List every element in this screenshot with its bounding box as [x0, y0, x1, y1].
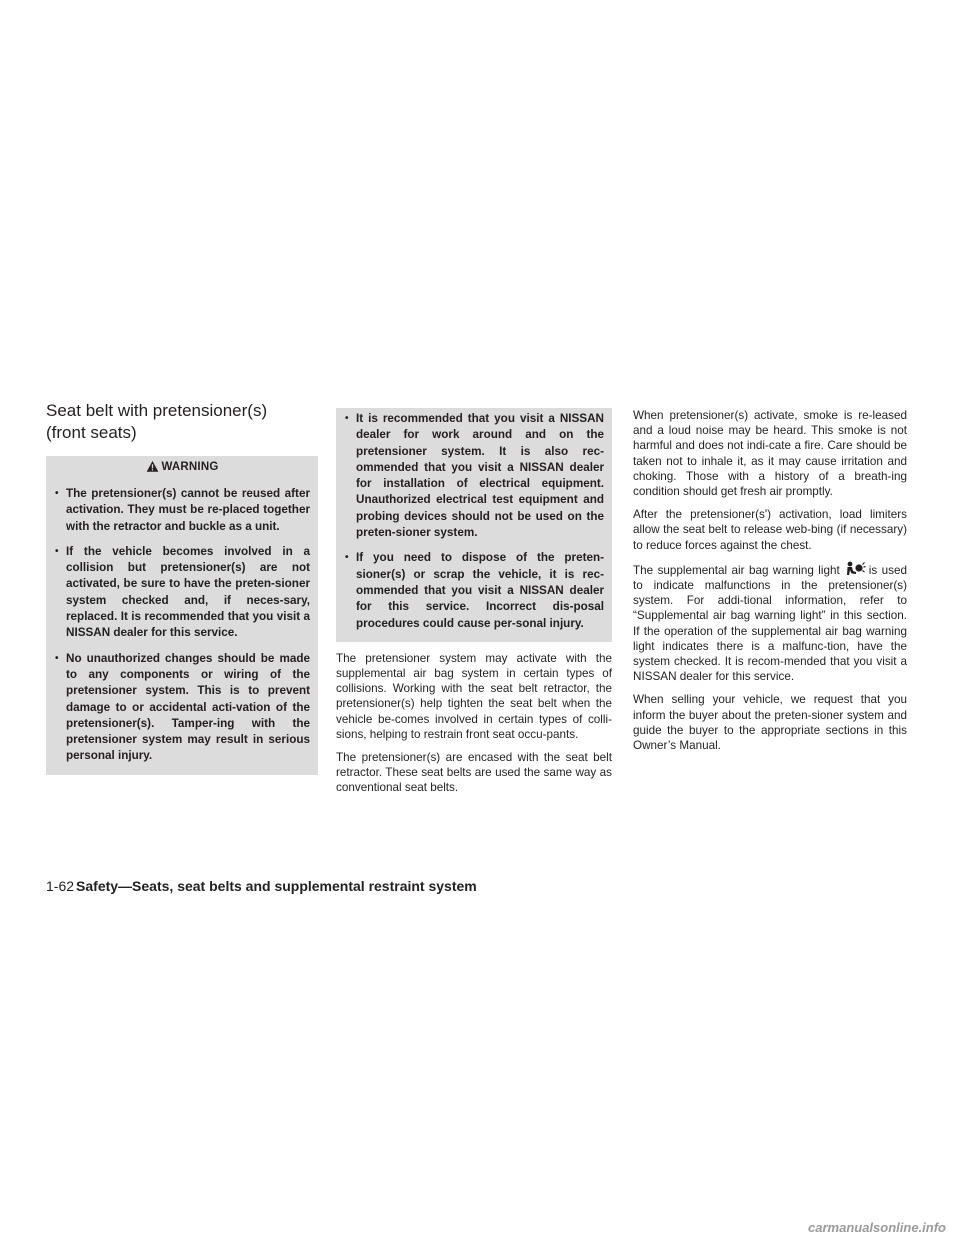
warning-label: WARNING — [161, 460, 219, 473]
warning-box-continued — [336, 408, 612, 642]
warning-item: • If the vehicle becomes involved in a collision but pretensioner(s) are not activated, be sure to have the preten-sioner system checked and, if neces-sary, replaced. It is recommended that you visit a NISSAN dealer for this service. — [54, 544, 310, 642]
chapter-title: Safety—Seats, seat belts and supplemental restraint system — [76, 878, 477, 894]
paragraph-text-before-icon: The supplemental air bag warning light — [633, 563, 840, 577]
watermark: carmanualsonline.info — [808, 1220, 946, 1235]
warning-list — [54, 486, 310, 765]
body-paragraph: The pretensioner system may activate with the supplemental air bag system in certain types of collisions. Working with the seat belt retractor, the pretensioner(s) help tighten the seat belt when the vehicle be-comes involved in certain types of colli-sions, helping to restrain front seat occu-pants. — [336, 651, 612, 741]
column-3 — [633, 408, 907, 753]
section-title — [46, 400, 318, 444]
airbag-warning-icon — [844, 561, 866, 577]
warning-list-continued — [344, 411, 604, 632]
page-footer — [46, 877, 477, 895]
warning-item: • If you need to dispose of the preten-sioner(s) or scrap the vehicle, it is rec-ommended that you visit a NISSAN dealer for this service. Incorrect dis-posal procedures could cause per-sonal injury. — [344, 550, 604, 631]
warning-item: • No unauthorized changes should be made to any components or wiring of the pretensioner system. This is to prevent damage to or accidental acti-vation of the pretensioner(s). Tamper-ing with the pretensioner system may result in serious personal injury. — [54, 651, 310, 765]
warning-header — [54, 456, 310, 477]
body-paragraph: The pretensioner(s) are encased with the seat belt retractor. These seat belts are used the same way as conventional seat belts. — [336, 751, 612, 795]
warning-box — [46, 456, 318, 775]
body-paragraph: After the pretensioner(s') activation, load limiters allow the seat belt to release web-bing (if necessary) to reduce forces against the chest. — [633, 508, 907, 552]
page-number: 1-62 — [46, 878, 75, 894]
body-paragraph: When selling your vehicle, we request that you inform the buyer about the preten-sioner system and guide the buyer to the appropriate sections in this Owner’s Manual. — [633, 693, 907, 753]
paragraph-text-after-icon: is used to indicate malfunctions in the pretensioner(s) system. For addi-tional information, refer to “Supplemental air bag warning light” in this section. If the operation of the supplemental air bag warning light indicates there is a malfunc-tion, have the system checked. It is recom-mended that you visit a NISSAN dealer for this service. — [633, 563, 907, 684]
body-paragraph: When pretensioner(s) activate, smoke is re-leased and a loud noise may be heard. This smoke is not harmful and does not indi-cate a fire. Care should be taken not to inhale it, as it may cause irritation and choking. Those with a history of a breath-ing condition should get fresh air promptly. — [633, 409, 907, 499]
column-2 — [336, 408, 612, 796]
section-title-line2: (front seats) — [46, 423, 137, 442]
warning-item: • It is recommended that you visit a NISSAN dealer for work around and on the pretensioner system. It is also rec-ommended that you visit a NISSAN dealer for installation of electrical equipment. Unauthorized electrical test equipment and probing devices should not be used on the preten-sioner system. — [344, 411, 604, 541]
warning-triangle-icon — [146, 460, 159, 473]
warning-item: • The pretensioner(s) cannot be reused after activation. They must be re-placed together with the retractor and buckle as a unit. — [54, 486, 310, 535]
body-paragraph-with-icon — [633, 561, 907, 685]
column-1 — [46, 400, 318, 775]
section-title-line1: Seat belt with pretensioner(s) — [46, 401, 268, 420]
